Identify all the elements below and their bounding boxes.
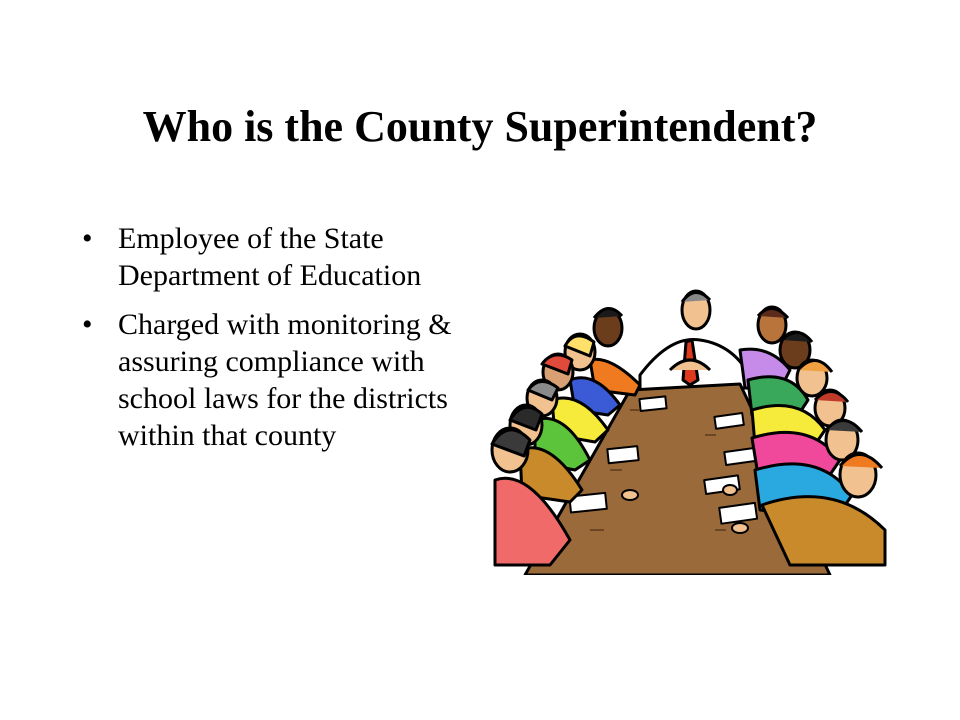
person-head-of-table <box>640 291 752 390</box>
bullet-text: Charged with monitoring & assuring compliance with school laws for the districts within that county <box>118 308 452 452</box>
bullet-list <box>82 220 462 466</box>
bullet-text: Employee of the State Department of Education <box>118 222 422 292</box>
bullet-item <box>82 306 462 454</box>
slide-title: Who is the County Superintendent? <box>142 102 818 151</box>
meeting-table-illustration <box>490 280 890 575</box>
bullet-marker: • <box>82 222 93 255</box>
bullet-item <box>82 220 462 294</box>
bullet-marker: • <box>82 308 93 341</box>
